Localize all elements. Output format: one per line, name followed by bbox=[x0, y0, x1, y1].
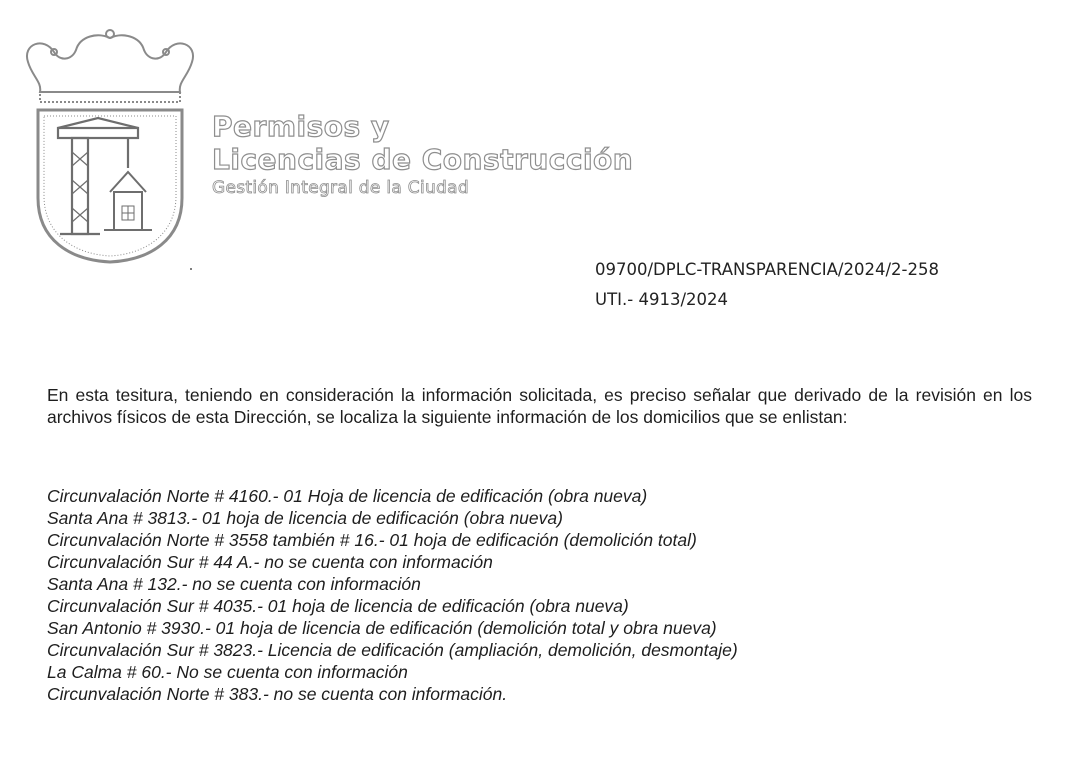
uti-number: UTI.- 4913/2024 bbox=[595, 290, 729, 309]
intro-paragraph: En esta tesitura, teniendo en consideración la información solicitada, es preciso señalar que derivado de la revisión en los archivos físicos de esta Dirección, se localiza la siguiente información de los domicilios que se enlistan: bbox=[47, 385, 1032, 427]
address-list bbox=[47, 485, 738, 705]
list-item: Circunvalación Norte # 383.- no se cuenta con información. bbox=[47, 684, 508, 704]
reference-block bbox=[595, 255, 939, 315]
house-icon bbox=[104, 172, 152, 230]
list-item: Circunvalación Sur # 4035.- 01 hoja de licencia de edificación (obra nueva) bbox=[47, 596, 629, 616]
file-number: 09700/DPLC-TRANSPARENCIA/2024/2-258 bbox=[595, 260, 939, 279]
list-item: Circunvalación Sur # 44 A.- no se cuenta con información bbox=[47, 552, 493, 572]
list-item: Circunvalación Sur # 3823.- Licencia de edificación (ampliación, demolición, desmontaje) bbox=[47, 640, 738, 660]
brand-block bbox=[212, 110, 633, 198]
brand-title-line2: Licencias de Construcción bbox=[212, 143, 634, 176]
crane-icon bbox=[58, 118, 138, 234]
list-item: Circunvalación Norte # 4160.- 01 Hoja de licencia de edificación (obra nueva) bbox=[47, 486, 648, 506]
list-item: Santa Ana # 3813.- 01 hoja de licencia de edificación (obra nueva) bbox=[47, 508, 563, 528]
list-item: San Antonio # 3930.- 01 hoja de licencia de edificación (demolición total y obra nueva) bbox=[47, 618, 717, 638]
brand-title-line1: Permisos y bbox=[212, 110, 390, 143]
brand-subtitle: Gestión Integral de la Ciudad bbox=[212, 178, 469, 198]
list-item: La Calma # 60.- No se cuenta con información bbox=[47, 662, 408, 682]
list-item: Circunvalación Norte # 3558 también # 16.- 01 hoja de edificación (demolición total) bbox=[47, 530, 697, 550]
scan-speck bbox=[190, 268, 192, 270]
list-item: Santa Ana # 132.- no se cuenta con información bbox=[47, 574, 421, 594]
crest-logo bbox=[14, 22, 214, 272]
crown-icon bbox=[27, 35, 193, 92]
shield-icon bbox=[38, 110, 182, 262]
